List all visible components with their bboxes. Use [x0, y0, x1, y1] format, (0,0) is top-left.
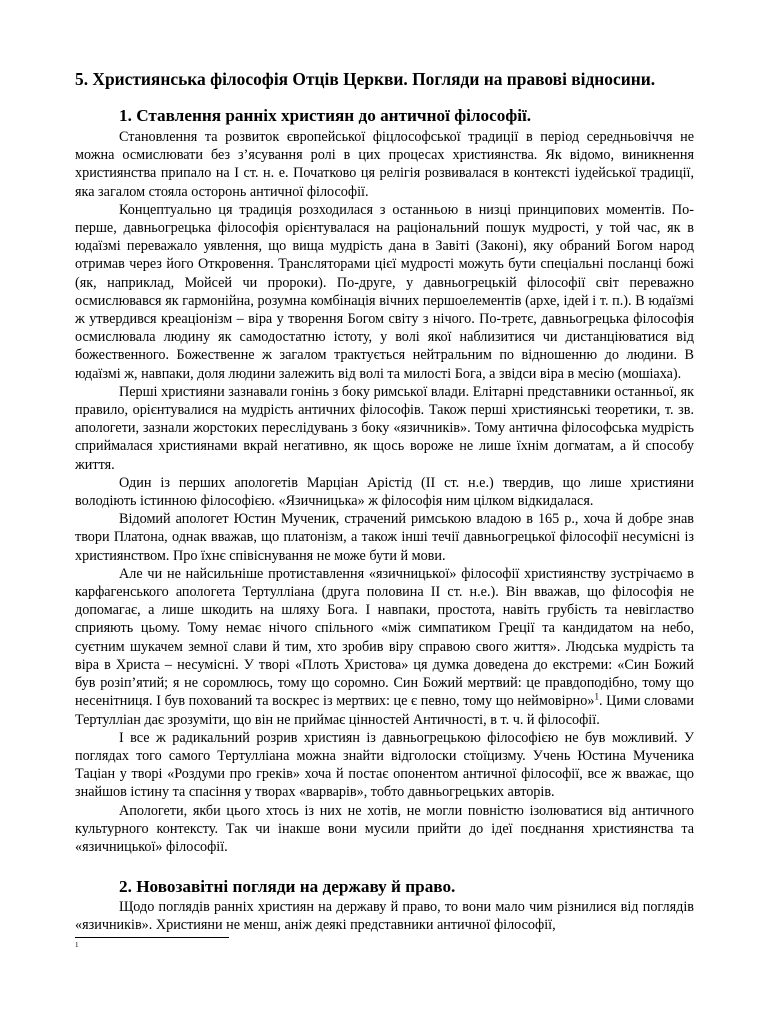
paragraph: Перші християни зазнавали гонінь з боку римської влади. Елітарні представники останньої, як правило, орієнтувалися на мудрість античних філософів. Також перші християнські теоретики, т. зв. апологети, зазнали жорстоких переслідувань з боку «язичників». Тому антична філософська мудрість сприймалася християнами вкрай негативно, як щось вороже не лише їхнім догматам, а й способу життя. [75, 383, 694, 473]
paragraph: Апологети, якби цього хтось із них не хотів, не могли повністю ізолюватися від античного культурного контексту. Так чи інакше вони мусили прийти до ідеї поєднання християнства та «язичницької» філософії. [75, 802, 694, 855]
paragraph: Концептуально ця традиція розходилася з останньою в низці принципових моментів. По-перше, давньогрецька філософія орієнтувалася на раціональний пошук мудрості, у той час, як в юдаїзмі переважало уявлення, що вища мудрість дана в Завіті (Законі), яку обраний Богом народ отримав через його Откровення. Трансляторами цієї мудрості можуть бути спеціальні посланці божі (як, наприклад, Мойсей чи пророки). По-друге, у давньогрецькій філософії світ переважно осмислювався як гармонійна, розумна комбінація вічних першоелементів (архе, ідей і т. п.). В юдаїзмі ж утвердився креаціонізм – віра у творення Богом світу з нічого. По-третє, давньогрецька філософія осмислювала людину як самодостатню істоту, у волі якої наблизитися чи дистанціюватися від божественного. Божественне ж загалом трактується нейтральним по відношенню до людини. В юдаїзмі ж, навпаки, доля людини залежить від волі та милості Бога, а звідси віра в месію (мошіаха). [75, 201, 694, 382]
paragraph-text: Але чи не найсильніше протиставлення «язичницької» філософії християнству зустрічаємо в карфагенського апологета Тертулліана (друга половина ІІ ст. н.е.). Він вважав, що філософія не допомагає, а лише шкодить на шляху Бога. І навпаки, простота, навіть грубість та невігластво сприяють цьому. Тому немає нічого спільного «між симпатиком Греції та кандидатом на небо, суєтним шукачем земної слави й тим, хто зробив віру справою свого життя». Людська мудрість та віра в Христа – несумісні. У творі «Плоть Христова» ця думка доведена до екстреми: «Син Божий був розіп’ятий; я не соромлюсь, тому що соромно. Син Божий мертвий: це правдоподібно, тому що несенітниця. І був похований та воскрес із мертвих: це є певно, тому що неймовірно» [75, 565, 694, 710]
paragraph-text-tail: . Цими словами Тертуллiан дає зрозуміти, що він не приймає цінностей Античності, в т. ч. й філософії. [75, 693, 695, 728]
paragraph: Становлення та розвиток європейської фіцлософської традиції в період середньовіччя не можна осмислювати без з’ясування ролі в цих процесах християнства. Як відомо, виникнення християнства припало на І ст. н. е. Початково ця релігія розвивалася в контексті іудейської традиції, яка загалом стояла осторонь античної філософії. [75, 129, 694, 200]
section-heading-2: 2. Новозавітні погляди на державу й право. [119, 877, 456, 897]
paragraph: І все ж радикальний розрив християн із давньогрецькою філософією не був можливий. У поглядах того самого Тертулліана можна знайти відголоски стоїцизму. Учень Юстина Мученика Таціан у творі «Роздуми про греків» хоча й постає опонентом античної філософії, все ж вважає, що знайшов істину та спасіння у творах «варварів», тобто давньогрецьких авторів. [75, 729, 694, 801]
paragraph-with-footnote [75, 565, 694, 729]
paragraph: Щодо поглядів ранніх християн на державу й право, то вони мало чим різнилися від поглядів «язичників». Християни не менш, аніж деякі представники античної філософії, [75, 899, 694, 934]
paragraph: Один із перших апологетів Марціан Арістід (ІІ ст. н.е.) твердив, що лише християни володіють істинною філософією. «Язичницька» ж філософія ним цілком відкидалася. [75, 474, 694, 510]
page-title: 5. Християнська філософія Отців Церкви. Погляди на правові відносини. [75, 69, 656, 89]
footnote-separator [75, 937, 229, 938]
footnote-reference[interactable]: 1 [594, 691, 599, 702]
section-heading-1: 1. Ставлення ранніх християн до античної філософії. [119, 106, 532, 125]
document-page [75, 68, 694, 935]
paragraph: Відомий апологет Юстин Мученик, страчений римською владою в 165 р., хоча й добре знав твори Платона, однак вважав, що платонізм, а також інші течії давньогрецької філософії несумісні із християнством. Про їхнє співіснування не може бути й мови. [75, 511, 694, 564]
footnote-number: 1 [75, 941, 79, 949]
